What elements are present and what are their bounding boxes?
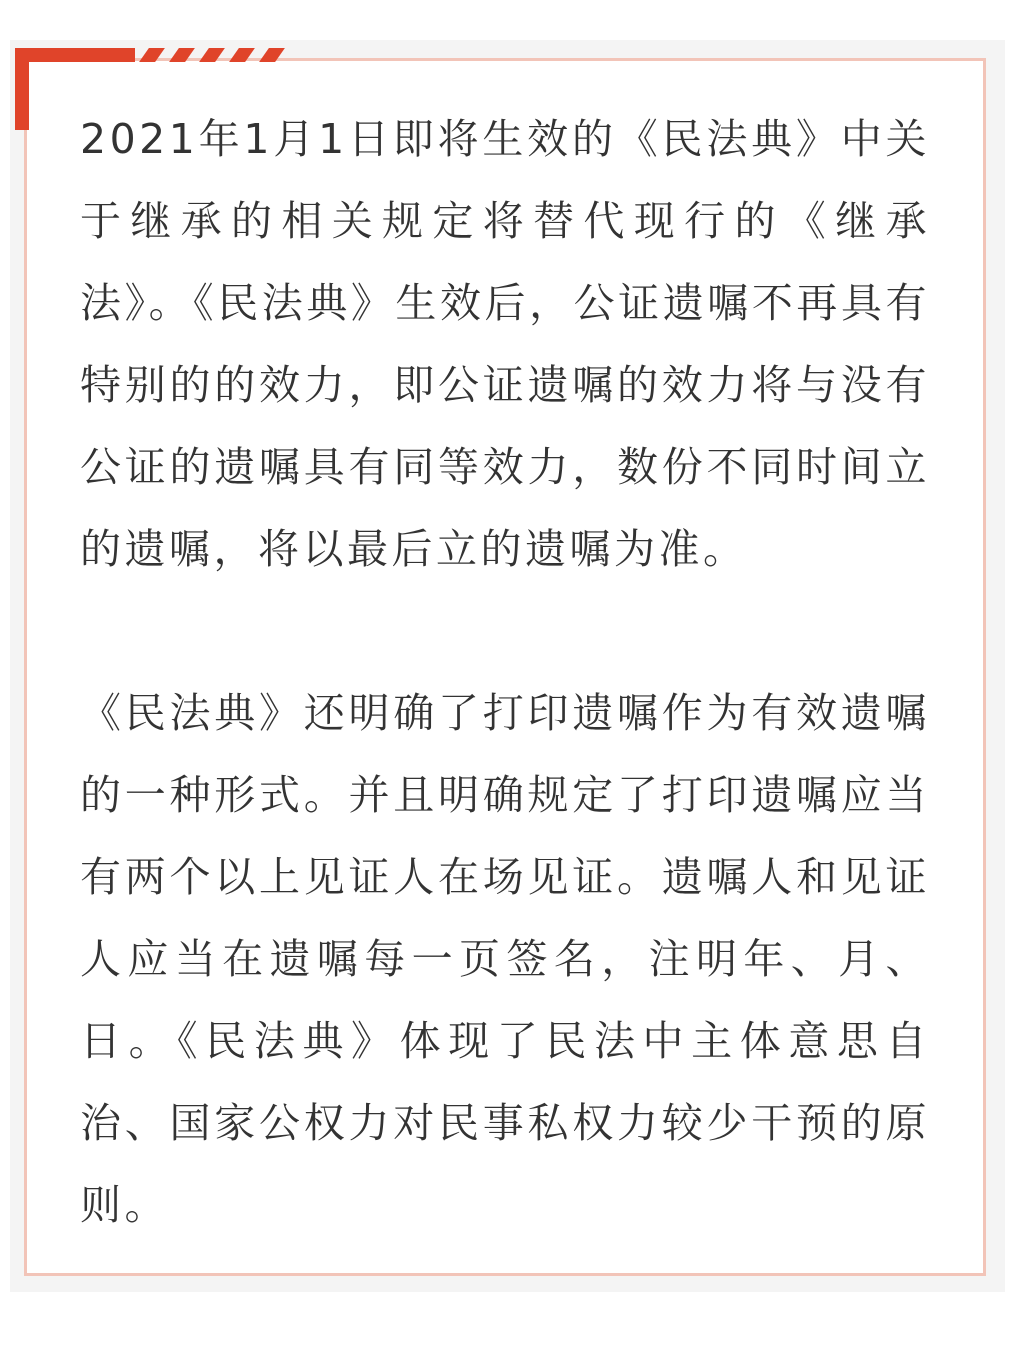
stripe-3 bbox=[199, 48, 225, 62]
article-body bbox=[80, 98, 930, 1246]
stripe-2 bbox=[169, 48, 195, 62]
corner-accent-horizontal bbox=[15, 48, 135, 62]
article-paragraph-1: 2021年1月1日即将生效的《民法典》中关于继承的相关规定将替代现行的《继承法》。《民法典》生效后，公证遗嘱不再具有特别的的效力，即公证遗嘱的效力将与没有公证的遗嘱具有同等效力，数份不同时间立的遗嘱，将以最后立的遗嘱为准。 bbox=[80, 115, 930, 573]
article-paragraph-2: 《民法典》还明确了打印遗嘱作为有效遗嘱的一种形式。并且明确规定了打印遗嘱应当有两个以上见证人在场见证。遗嘱人和见证人应当在遗嘱每一页签名，注明年、月、日。《民法典》体现了民法中主体意思自治、国家公权力对民事私权力较少干预的原则。 bbox=[80, 689, 930, 1229]
stripe-4 bbox=[229, 48, 255, 62]
decorative-stripes bbox=[144, 48, 280, 62]
